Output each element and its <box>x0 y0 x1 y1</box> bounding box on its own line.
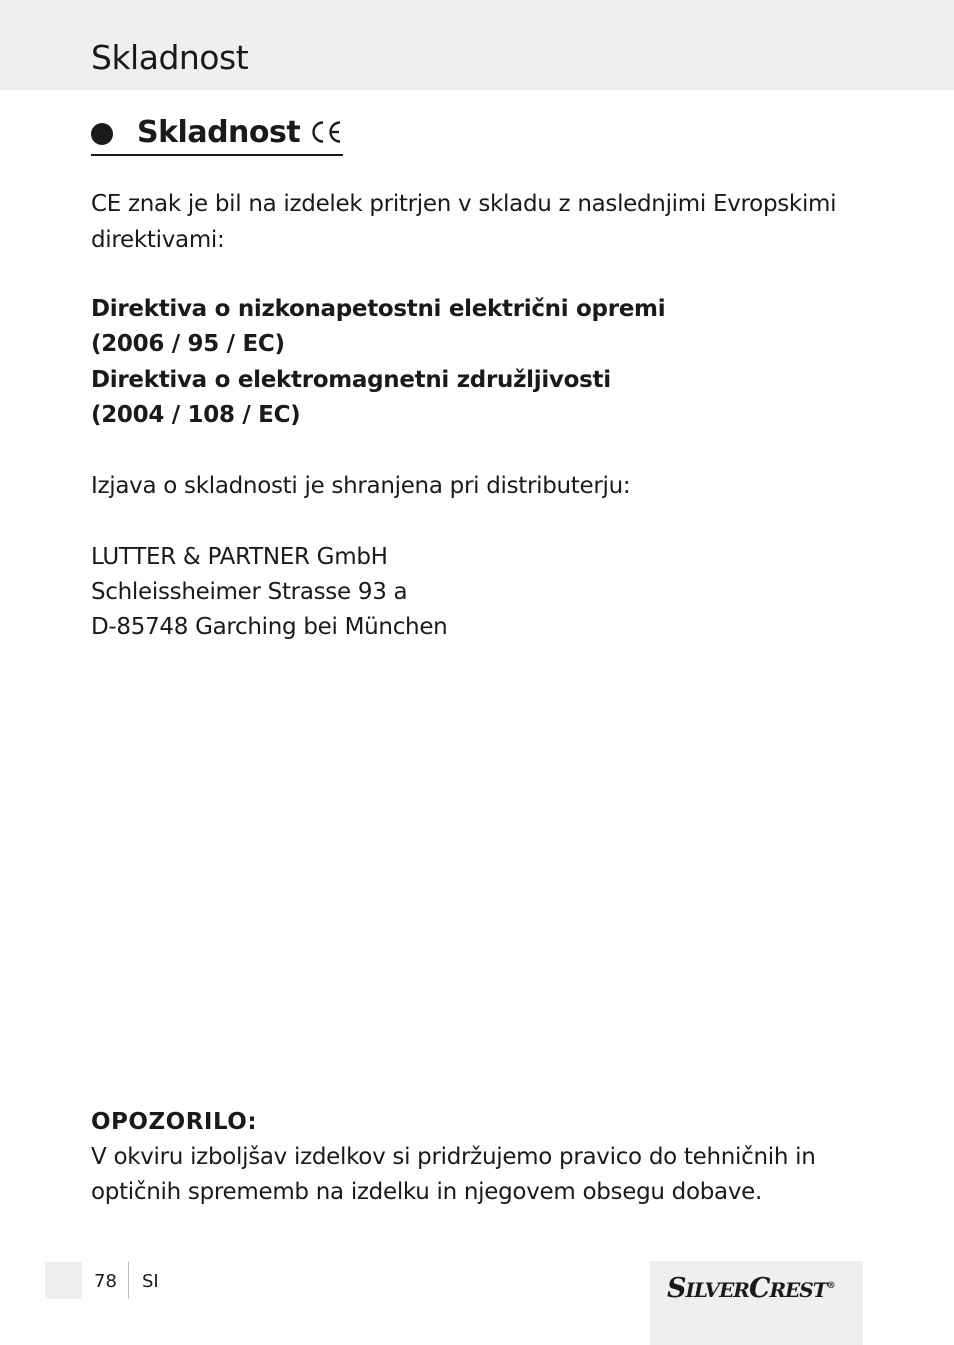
section-title: Skladnost <box>137 115 301 150</box>
address-city: D-85748 Garching bei München <box>91 614 448 640</box>
footer-divider <box>128 1262 129 1299</box>
intro-line-1: CE znak je bil na izdelek pritrjen v skladu z naslednjimi Evropskimi <box>91 191 837 217</box>
address-street: Schleissheimer Strasse 93 a <box>91 579 408 605</box>
silvercrest-logo: SILVERCREST® <box>667 1273 836 1304</box>
page-number: 78 <box>94 1271 117 1292</box>
ce-mark-icon <box>309 119 343 149</box>
directive-emc-number: (2004 / 108 / EC) <box>91 402 301 428</box>
directive-emc: Direktiva o elektromagnetni združljivosti <box>91 367 611 393</box>
footer-marker <box>45 1262 82 1299</box>
warning-line-1: V okviru izboljšav izdelkov si pridržujemo pravico do tehničnih in <box>91 1144 816 1170</box>
warning-line-2: optičnih sprememb na izdelku in njegovem obsegu dobave. <box>91 1179 762 1205</box>
address-company: LUTTER & PARTNER GmbH <box>91 544 388 570</box>
language-code: SI <box>142 1271 159 1292</box>
bullet-icon <box>91 123 113 145</box>
directive-low-voltage: Direktiva o nizkonapetostni električni opremi <box>91 296 666 322</box>
section-heading <box>91 112 343 156</box>
declaration-text: Izjava o skladnosti je shranjena pri distributerju: <box>91 473 631 499</box>
intro-line-2: direktivami: <box>91 227 225 253</box>
brand-box <box>650 1261 863 1345</box>
page-title: Skladnost <box>91 38 249 77</box>
warning-label: OPOZORILO: <box>91 1109 258 1135</box>
directive-low-voltage-number: (2006 / 95 / EC) <box>91 331 285 357</box>
